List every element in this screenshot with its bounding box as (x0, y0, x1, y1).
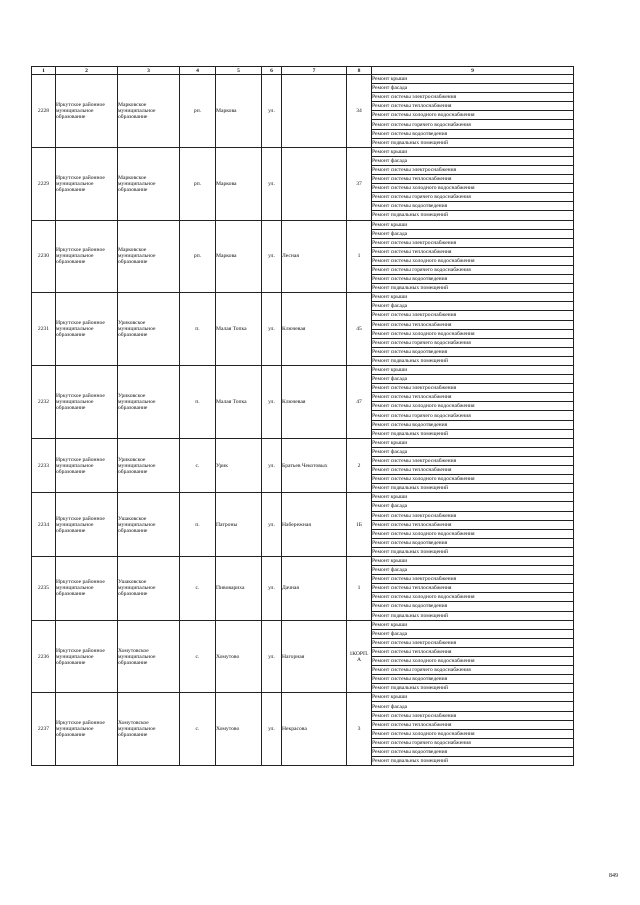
region-name: Иркутское районное муниципальное образование (56, 620, 118, 693)
table-row (32, 556, 574, 565)
header-cell: 3 (118, 67, 180, 75)
work-type: Ремонт крыши (372, 293, 574, 302)
settlement-type: с. (180, 438, 216, 493)
house-number: 37 (347, 147, 372, 220)
record-number: 2229 (32, 147, 56, 220)
settlement-name: Маркова (216, 220, 262, 293)
work-type: Ремонт подвальных помещений (372, 484, 574, 493)
record-number: 2235 (32, 556, 56, 620)
street-type: ул. (262, 556, 282, 620)
work-type: Ремонт системы водоотведения (372, 602, 574, 611)
work-type: Ремонт системы теплоснабжения (372, 247, 574, 256)
settlement-name: Хомутово (216, 620, 262, 693)
work-type: Ремонт системы холодного водоснабжения (372, 329, 574, 338)
street-name: Братьев Чекотовых (282, 438, 347, 493)
work-type: Ремонт системы водоотведения (372, 347, 574, 356)
work-type: Ремонт системы электроснабжения (372, 93, 574, 102)
work-type: Ремонт системы теплоснабжения (372, 720, 574, 729)
region-name: Иркутское районное муниципальное образование (56, 293, 118, 366)
street-type: ул. (262, 293, 282, 366)
municipality-name: Хомутовское муниципальное образование (118, 620, 180, 693)
work-type: Ремонт подвальных помещений (372, 138, 574, 147)
settlement-type: с. (180, 556, 216, 620)
settlement-type: рп. (180, 220, 216, 293)
work-type: Ремонт крыши (372, 493, 574, 502)
region-name: Иркутское районное муниципальное образование (56, 438, 118, 493)
region-name: Иркутское районное муниципальное образование (56, 693, 118, 766)
house-number: 45 (347, 293, 372, 366)
table-row (32, 620, 574, 629)
work-type: Ремонт фасада (372, 156, 574, 165)
street-type: ул. (262, 693, 282, 766)
work-type: Ремонт фасада (372, 375, 574, 384)
house-number: 47 (347, 366, 372, 439)
work-type: Ремонт системы электроснабжения (372, 638, 574, 647)
work-type: Ремонт системы водоотведения (372, 675, 574, 684)
header-cell: 4 (180, 67, 216, 75)
municipality-name: Уриковское муниципальное образование (118, 293, 180, 366)
work-type: Ремонт системы водоотведения (372, 275, 574, 284)
region-name: Иркутское районное муниципальное образование (56, 366, 118, 439)
work-type: Ремонт подвальных помещений (372, 611, 574, 620)
settlement-name: Маркова (216, 75, 262, 148)
header-cell: 1 (32, 67, 56, 75)
street-type: ул. (262, 147, 282, 220)
house-number: 1Б (347, 493, 372, 557)
table-row (32, 220, 574, 229)
region-name: Иркутское районное муниципальное образование (56, 75, 118, 148)
header-cell: 5 (216, 67, 262, 75)
work-type: Ремонт системы горячего водоснабжения (372, 338, 574, 347)
work-type: Ремонт системы электроснабжения (372, 165, 574, 174)
work-type: Ремонт фасада (372, 629, 574, 638)
work-type: Ремонт крыши (372, 75, 574, 84)
work-type: Ремонт системы холодного водоснабжения (372, 529, 574, 538)
work-type: Ремонт системы холодного водоснабжения (372, 729, 574, 738)
work-type: Ремонт крыши (372, 366, 574, 375)
work-type: Ремонт системы электроснабжения (372, 311, 574, 320)
settlement-name: Хомутово (216, 693, 262, 766)
work-type: Ремонт системы теплоснабжения (372, 584, 574, 593)
work-type: Ремонт фасада (372, 302, 574, 311)
work-type: Ремонт системы горячего водоснабжения (372, 193, 574, 202)
settlement-type: рп. (180, 147, 216, 220)
header-cell: 6 (262, 67, 282, 75)
table-row (32, 75, 574, 84)
settlement-type: п. (180, 366, 216, 439)
header-cell: 9 (372, 67, 574, 75)
work-type: Ремонт системы холодного водоснабжения (372, 184, 574, 193)
region-name: Иркутское районное муниципальное образование (56, 556, 118, 620)
work-type: Ремонт системы электроснабжения (372, 238, 574, 247)
municipality-name: Марковское муниципальное образование (118, 75, 180, 148)
work-type: Ремонт системы горячего водоснабжения (372, 265, 574, 274)
street-name (282, 75, 347, 148)
work-type: Ремонт системы горячего водоснабжения (372, 738, 574, 747)
table-row (32, 293, 574, 302)
settlement-name: Малая Топка (216, 366, 262, 439)
work-type: Ремонт фасада (372, 502, 574, 511)
house-number: 1КОРП. А (347, 620, 372, 693)
house-number: 3 (347, 693, 372, 766)
street-name: Ключевая (282, 293, 347, 366)
work-type: Ремонт системы водоотведения (372, 538, 574, 547)
settlement-name: Пивовариха (216, 556, 262, 620)
house-number: 1 (347, 220, 372, 293)
settlement-type: п. (180, 493, 216, 557)
street-name: Набережная (282, 493, 347, 557)
work-type: Ремонт фасада (372, 229, 574, 238)
work-type: Ремонт системы теплоснабжения (372, 466, 574, 475)
settlement-name: Урик (216, 438, 262, 493)
municipality-name: Ушаковское муниципальное образование (118, 493, 180, 557)
street-name: Лесная (282, 220, 347, 293)
street-name: Дачная (282, 556, 347, 620)
street-name: Некрасова (282, 693, 347, 766)
work-type: Ремонт системы водоотведения (372, 129, 574, 138)
settlement-name: Патроны (216, 493, 262, 557)
record-number: 2228 (32, 75, 56, 148)
settlement-type: п. (180, 293, 216, 366)
header-cell: 8 (347, 67, 372, 75)
record-number: 2236 (32, 620, 56, 693)
settlement-type: с. (180, 620, 216, 693)
work-type: Ремонт крыши (372, 220, 574, 229)
work-type: Ремонт системы водоотведения (372, 202, 574, 211)
work-type: Ремонт системы теплоснабжения (372, 320, 574, 329)
work-type: Ремонт фасада (372, 566, 574, 575)
work-type: Ремонт подвальных помещений (372, 429, 574, 438)
work-type: Ремонт подвальных помещений (372, 547, 574, 556)
work-type: Ремонт системы электроснабжения (372, 511, 574, 520)
table-row (32, 366, 574, 375)
work-type: Ремонт системы горячего водоснабжения (372, 120, 574, 129)
work-type: Ремонт фасада (372, 702, 574, 711)
street-type: ул. (262, 620, 282, 693)
page-number: 849 (609, 873, 618, 879)
header-row (32, 67, 574, 75)
work-type: Ремонт системы теплоснабжения (372, 520, 574, 529)
work-type: Ремонт фасада (372, 84, 574, 93)
record-number: 2230 (32, 220, 56, 293)
work-type: Ремонт системы холодного водоснабжения (372, 256, 574, 265)
work-type: Ремонт крыши (372, 556, 574, 565)
settlement-type: с. (180, 693, 216, 766)
record-number: 2234 (32, 493, 56, 557)
table-row (32, 493, 574, 502)
settlement-name: Маркова (216, 147, 262, 220)
work-type: Ремонт системы теплоснабжения (372, 102, 574, 111)
street-type: ул. (262, 220, 282, 293)
work-type: Ремонт системы горячего водоснабжения (372, 666, 574, 675)
work-type: Ремонт подвальных помещений (372, 356, 574, 365)
settlement-type: рп. (180, 75, 216, 148)
header-cell: 7 (282, 67, 347, 75)
work-type: Ремонт фасада (372, 447, 574, 456)
work-type: Ремонт системы электроснабжения (372, 711, 574, 720)
street-type: ул. (262, 75, 282, 148)
work-type: Ремонт подвальных помещений (372, 211, 574, 220)
municipality-name: Марковское муниципальное образование (118, 220, 180, 293)
work-type: Ремонт системы теплоснабжения (372, 393, 574, 402)
house-number: 1 (347, 556, 372, 620)
work-type: Ремонт крыши (372, 438, 574, 447)
works-table (31, 66, 574, 766)
work-type: Ремонт системы холодного водоснабжения (372, 657, 574, 666)
header-cell: 2 (56, 67, 118, 75)
work-type: Ремонт системы холодного водоснабжения (372, 111, 574, 120)
street-name: Нагорная (282, 620, 347, 693)
settlement-name: Малая Топка (216, 293, 262, 366)
work-type: Ремонт подвальных помещений (372, 284, 574, 293)
work-type: Ремонт системы горячего водоснабжения (372, 411, 574, 420)
house-number: 2 (347, 438, 372, 493)
region-name: Иркутское районное муниципальное образование (56, 493, 118, 557)
work-type: Ремонт системы холодного водоснабжения (372, 593, 574, 602)
street-name: Ключевая (282, 366, 347, 439)
work-type: Ремонт системы теплоснабжения (372, 647, 574, 656)
record-number: 2233 (32, 438, 56, 493)
work-type: Ремонт системы водоотведения (372, 747, 574, 756)
work-type: Ремонт системы электроснабжения (372, 384, 574, 393)
work-type: Ремонт крыши (372, 147, 574, 156)
municipality-name: Уриковское муниципальное образование (118, 366, 180, 439)
house-number: 34 (347, 75, 372, 148)
record-number: 2237 (32, 693, 56, 766)
region-name: Иркутское районное муниципальное образование (56, 220, 118, 293)
municipality-name: Марковское муниципальное образование (118, 147, 180, 220)
work-type: Ремонт системы холодного водоснабжения (372, 475, 574, 484)
municipality-name: Ушаковское муниципальное образование (118, 556, 180, 620)
work-type: Ремонт системы холодного водоснабжения (372, 402, 574, 411)
work-type: Ремонт подвальных помещений (372, 757, 574, 766)
region-name: Иркутское районное муниципальное образование (56, 147, 118, 220)
record-number: 2232 (32, 366, 56, 439)
record-number: 2231 (32, 293, 56, 366)
table-row (32, 438, 574, 447)
work-type: Ремонт системы электроснабжения (372, 456, 574, 465)
work-type: Ремонт крыши (372, 620, 574, 629)
work-type: Ремонт системы теплоснабжения (372, 175, 574, 184)
street-type: ул. (262, 438, 282, 493)
table-row (32, 147, 574, 156)
work-type: Ремонт системы водоотведения (372, 420, 574, 429)
street-name (282, 147, 347, 220)
municipality-name: Уриковское муниципальное образование (118, 438, 180, 493)
work-type: Ремонт крыши (372, 693, 574, 702)
work-type: Ремонт подвальных помещений (372, 684, 574, 693)
table-row (32, 693, 574, 702)
work-type: Ремонт системы электроснабжения (372, 575, 574, 584)
street-type: ул. (262, 493, 282, 557)
street-type: ул. (262, 366, 282, 439)
municipality-name: Хомутовское муниципальное образование (118, 693, 180, 766)
